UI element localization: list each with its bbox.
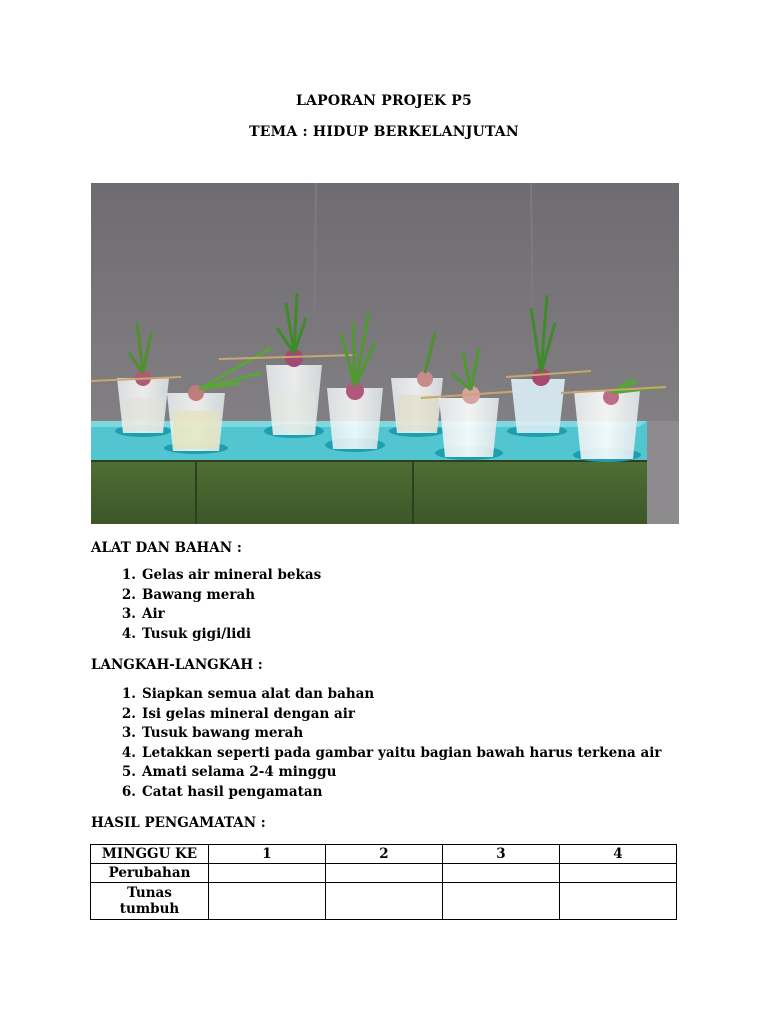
list-text: Siapkan semua alat dan bahan [142, 686, 375, 702]
steps-list [91, 685, 661, 803]
table-row [91, 883, 677, 920]
list-item [91, 605, 321, 625]
table-cell[interactable] [326, 864, 443, 883]
list-number: 3. [121, 606, 136, 623]
results-heading: HASIL PENGAMATAN : [91, 815, 266, 831]
report-title: LAPORAN PROJEK P5 [296, 93, 472, 109]
row-label-perubahan: Perubahan [91, 864, 209, 883]
table-cell[interactable] [560, 883, 677, 920]
table-cell[interactable] [443, 864, 560, 883]
list-number: 2. [121, 586, 136, 603]
photo-illustration [91, 183, 679, 524]
list-text: Bawang merah [142, 586, 256, 603]
steps-heading: LANGKAH-LANGKAH : [91, 657, 263, 673]
list-number: 4. [121, 744, 136, 761]
list-item [91, 763, 661, 783]
table-cell[interactable] [209, 883, 326, 920]
materials-list [91, 566, 321, 644]
table-cell[interactable] [326, 883, 443, 920]
list-number: 3. [121, 725, 136, 742]
list-text: Tusuk bawang merah [142, 725, 304, 742]
list-text: Amati selama 2-4 minggu [142, 764, 337, 781]
list-text: Air [142, 606, 165, 623]
table-cell[interactable] [209, 864, 326, 883]
materials-heading: ALAT DAN BAHAN : [91, 540, 242, 556]
report-theme: TEMA : HIDUP BERKELANJUTAN [249, 124, 519, 140]
list-number: 2. [121, 705, 136, 722]
list-number: 1. [121, 567, 136, 583]
header-week-4: 4 [560, 845, 677, 864]
list-item [91, 566, 321, 586]
list-item [91, 586, 321, 606]
row-label-tunas-tumbuh [91, 883, 209, 920]
table-cell[interactable] [560, 864, 677, 883]
list-text: Letakkan seperti pada gambar yaitu bagian bawah harus terkena air [142, 744, 662, 761]
table-row [91, 864, 677, 883]
list-item [91, 625, 321, 645]
list-number: 5. [121, 764, 136, 781]
table-header-row [91, 845, 677, 864]
header-week-1: 1 [209, 845, 326, 864]
list-item [91, 705, 661, 725]
table-cell[interactable] [443, 883, 560, 920]
row-label-line: Tunas [127, 885, 172, 901]
list-number: 6. [121, 783, 136, 800]
list-text: Tusuk gigi/lidi [142, 625, 251, 642]
list-item [91, 724, 661, 744]
list-item [91, 685, 661, 705]
list-text: Gelas air mineral bekas [142, 567, 322, 583]
header-week-label: MINGGU KE [91, 845, 209, 864]
list-text: Catat hasil pengamatan [142, 783, 323, 800]
row-label-line: tumbuh [119, 901, 180, 917]
observation-table [90, 844, 677, 920]
onion-experiment-photo [91, 183, 679, 524]
list-item [91, 783, 661, 803]
list-item [91, 744, 661, 764]
list-number: 4. [121, 625, 136, 642]
header-week-3: 3 [443, 845, 560, 864]
list-number: 1. [121, 686, 136, 702]
list-text: Isi gelas mineral dengan air [142, 705, 355, 722]
header-week-2: 2 [326, 845, 443, 864]
